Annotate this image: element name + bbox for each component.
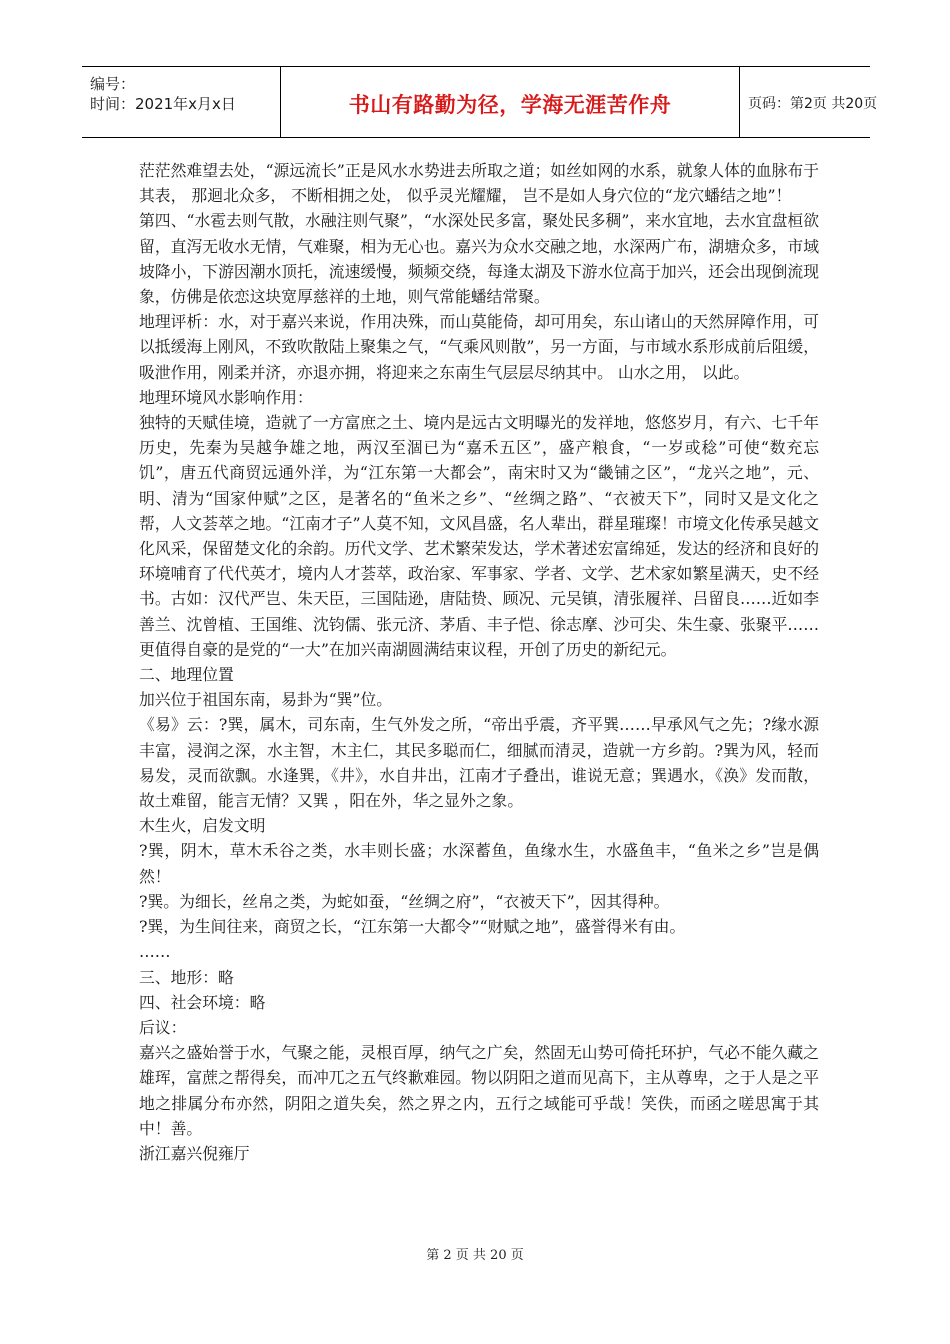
header-motto: 书山有路勤为径，学海无涯苦作舟	[348, 93, 672, 117]
paragraph: 茫茫然难望去处，“源远流长”正是风水水势进去所取之道；如丝如网的水系，就象人体的血脉布于其表， 那迴北众多， 不断相拥之处， 似乎灵光耀耀， 岂不是如人身穴位的“龙穴蟠结之地”！	[139, 161, 819, 206]
paragraph: 独特的天赋佳境，造就了一方富庶之土、境内是远古文明曝光的发祥地，悠悠岁月，有六、七千年历史，先秦为吴越争雄之地，两汉至涸已为“嘉禾五区”，盛产粮食，“一岁或稔”可使“数充忘饥”，唐五代商贸远通外洋，为“江东第一大都会”，南宋时又为“畿铺之区”，“龙兴之地”，元、明、清为“国家仲赋”之区，是著名的“鱼米之乡”、“丝绸之路”、“衣被天下”，同时又是文化之帮，人文荟萃之地。“江南才子”人莫不知，文风昌盛，名人辈出，群星璀璨！市境文化传承吴越文化风采，保留楚文化的余韵。历代文学、艺术繁荣发达，学术著述宏富绵延，发达的经济和良好的环境哺育了代代英才，境内人才荟萃，政治家、军事家、学者、文学、艺术家如繁星满天，史不经书。古如：汉代严岂、朱天臣，三国陆逊，唐陆贽、顾况、元吴镇，清张履祥、吕留良……近如李善兰、沈曾植、王国维、沈钧儒、张元济、茅盾、丰子恺、徐志摩、沙可尖、朱生豪、张聚平……更值得自豪的是党的“一大”在加兴南湖圆满结束议程，开创了历史的新纪元。	[139, 413, 819, 659]
section-heading: 地理环境风水影响作用：	[139, 387, 313, 407]
ellipsis: ……	[139, 942, 171, 962]
paragraph: 地理评析：水，对于嘉兴来说，作用决殊，而山莫能倚，却可用矣，东山诸山的天然屏障作用，可以抵缓海上刚风，不致吹散陆上聚集之气，“气乘风则散”，另一方面，与市域水系形成前后阻缓，吸泄作用，刚柔并济，亦退亦拥，将迎来之东南生气层层尽纳其中。 山水之用， 以此。	[139, 312, 819, 382]
document-body	[139, 158, 819, 1166]
document-number-label: 编号：	[90, 75, 136, 93]
header-middle-cell	[280, 67, 740, 137]
section-heading: 木生火，启发文明	[139, 816, 266, 836]
paragraph: 加兴位于祖国东南，易卦为“巽”位。	[139, 690, 393, 710]
paragraph: ?巽，为生间往来，商贸之长，“江东第一大都令”“财赋之地”，盛誉得米有由。	[139, 917, 686, 937]
author-signature: 浙江嘉兴倪雍厅	[139, 1143, 250, 1163]
section-heading: 三、地形：略	[139, 967, 234, 987]
document-date: 时间：2021年x月x日	[90, 95, 236, 113]
paragraph: ?巽，阴木，草木禾谷之类，水丰则长盛；水深蓄鱼，鱼缘水生，水盛鱼丰，“鱼米之乡”岂是偶然！	[139, 841, 819, 886]
section-heading: 后议：	[139, 1017, 187, 1037]
paragraph: ?巽。为细长，丝帛之类，为蛇如蚕，“丝绸之府”，“衣被天下”，因其得种。	[139, 891, 670, 911]
paragraph: 《易》云：?巽，属木，司东南，生气外发之所，“帝出乎震，齐平巽……早承风气之先；?缘水源丰富，浸润之深，水主智，木主仁，其民多聪而仁，细腻而清灵，造就一方乡韵。?巽为风，轻而易发，灵而欲飘。水逢巽，《井》，水自井出，江南才子叠出，谁说无意；巽遇水，《涣》发而散，故土难留，能言无情？又巽 ，阳在外，华之显外之象。	[139, 715, 819, 811]
section-heading: 二、地理位置	[139, 665, 234, 685]
header-right-cell	[738, 67, 878, 137]
page-footer: 第 2 页 共 20 页	[426, 1248, 524, 1263]
page-header	[82, 66, 878, 138]
section-heading: 四、社会环境：略	[139, 992, 266, 1012]
header-left-cell	[82, 67, 280, 137]
header-page-number: 页码：第2页 共20页	[748, 96, 878, 112]
paragraph: 嘉兴之盛始誉于水，气聚之能，灵根百厚，纳气之广矣，然固无山势可倚托环护，气必不能久藏之雄珲，富蔗之帮得矣，而冲兀之五气终歉难园。物以阴阳之道而见高下，主从尊卑，之于人是之平地之排属分布亦然，阴阳之道失矣，然之界之内，五行之域能可乎哉！笑佚，而函之嗟思寓于其中！善。	[139, 1043, 819, 1138]
paragraph: 第四、“水雹去则气散，水融注则气聚”，“水深处民多富，聚处民多稠”，来水宜地，去水宜盘桓欲留，直泻无收水无情，气难聚，相为无心也。嘉兴为众水交融之地，水深两广布，湖塘众多，市域坡降小，下游因潮水顶托，流速缓慢，频频交绕，每逢太湖及下游水位高于加兴，还会出现倒流现象，仿佛是依恋这块宽厚慈祥的土地，则气常能蟠结常聚。	[139, 211, 819, 307]
